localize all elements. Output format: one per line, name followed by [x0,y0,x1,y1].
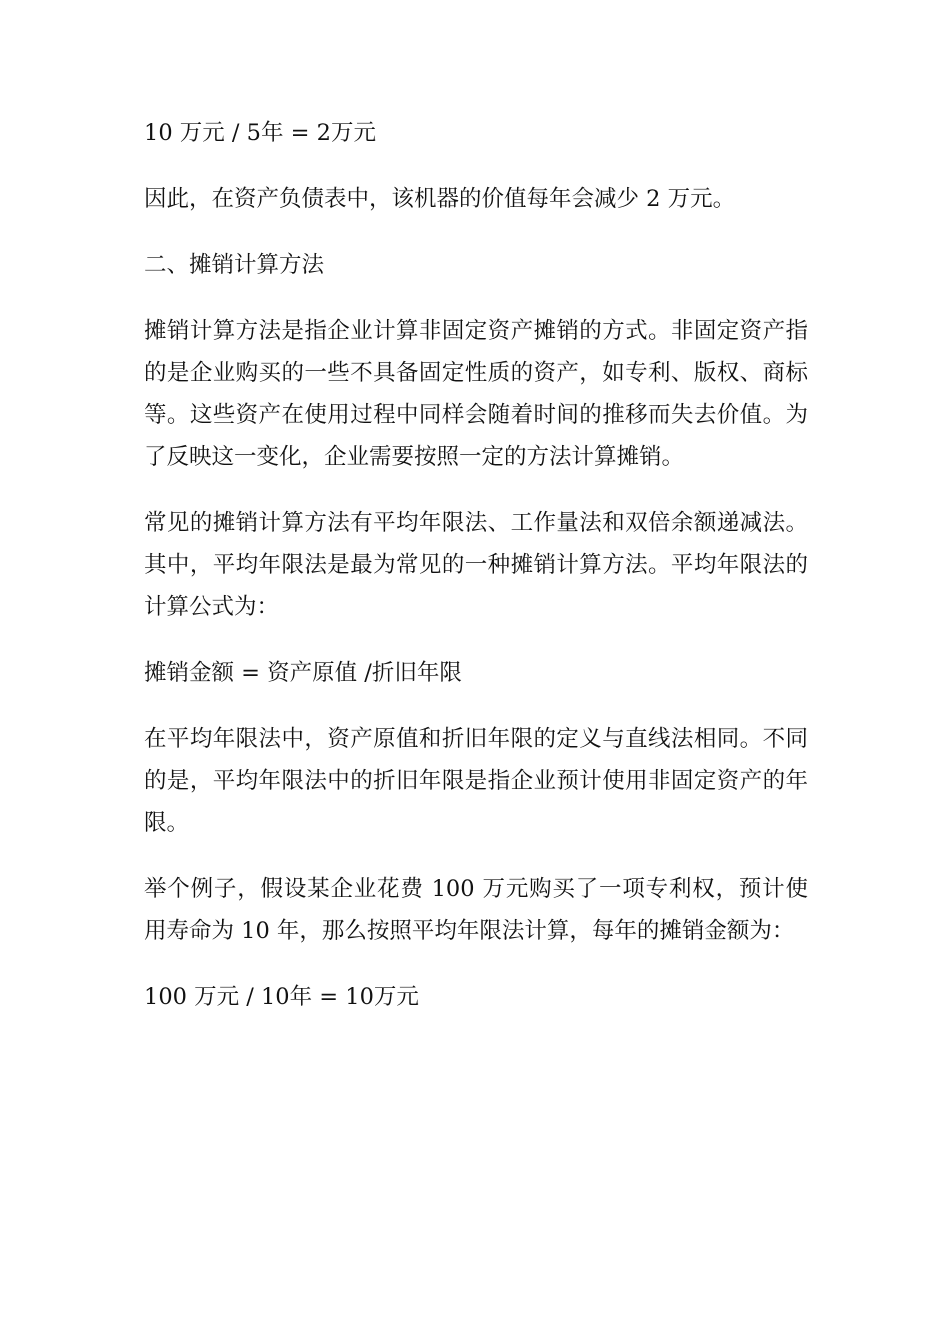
formula-line: 10 万元 / 5年 = 2万元 [144,120,376,146]
document-body [144,112,808,1042]
paragraph: 因此，在资产负债表中，该机器的价值每年会减少 2 万元。 [144,186,736,212]
paragraph: 在平均年限法中，资产原值和折旧年限的定义与直线法相同。不同的是，平均年限法中的折旧年限是指企业预计使用非固定资产的年限。 [144,726,808,836]
paragraph: 摊销计算方法是指企业计算非固定资产摊销的方式。非固定资产指的是企业购买的一些不具备固定性质的资产，如专利、版权、商标等。这些资产在使用过程中同样会随着时间的推移而失去价值。为了反映这一变化，企业需要按照一定的方法计算摊销。 [144,318,808,470]
paragraph: 举个例子，假设某企业花费 100 万元购买了一项专利权，预计使用寿命为 10 年，那么按照平均年限法计算，每年的摊销金额为： [144,876,808,944]
formula-line: 100 万元 / 10年 = 10万元 [144,984,419,1010]
formula-line: 摊销金额 = 资产原值 /折旧年限 [144,660,462,686]
paragraph: 常见的摊销计算方法有平均年限法、工作量法和双倍余额递减法。其中，平均年限法是最为常见的一种摊销计算方法。平均年限法的计算公式为： [144,510,808,620]
section-heading: 二、摊销计算方法 [144,252,325,278]
